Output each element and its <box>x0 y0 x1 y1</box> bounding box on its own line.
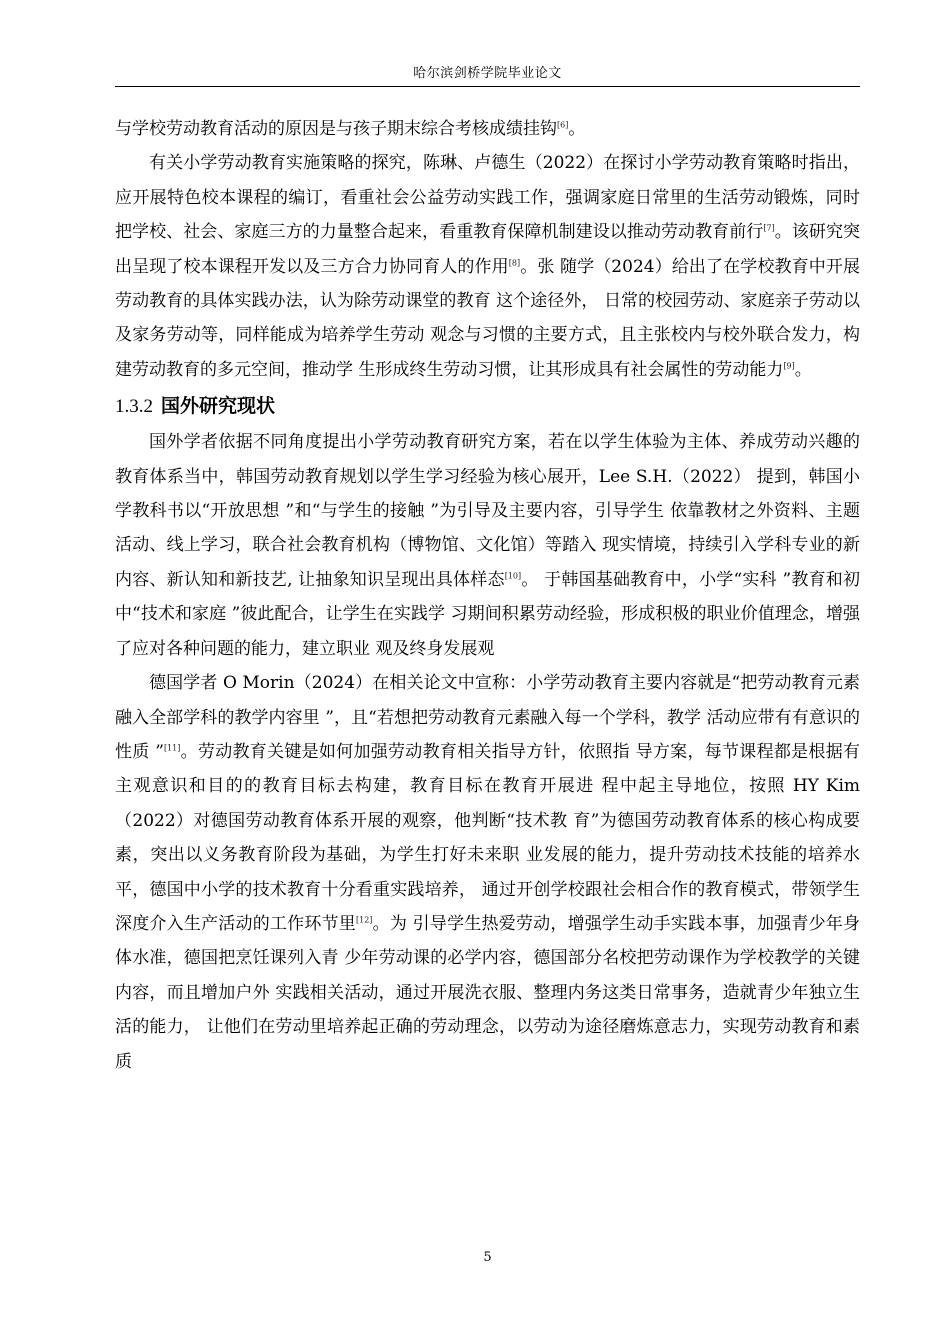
section-title: 国外研究现状 <box>161 395 276 418</box>
paragraph-text: 德国学者 O Morin（2024）在相关论文中宣称：小学劳动教育主要内容就是“把劳动教育元素融入全部学科的教学内容里 ”，且“若想把劳动教育元素融入每一个学科，教学 活动应带有有意识的性质 ” <box>115 673 860 762</box>
paragraph-text: 。 <box>568 119 586 139</box>
citation-ref[interactable]: [9] <box>783 361 795 371</box>
paragraph-korea <box>115 425 860 666</box>
running-header: 哈尔滨剑桥学院毕业论文 <box>413 66 562 81</box>
paragraph-text: 。 于韩国基础教育中，小学“实科 ”教育和初中“技术和家庭 ”彼此配合，让学生在实践学 习期间积累劳动经验，形成积极的职业价值理念，增强了应对各种问题的能力，建立职业 观及终身发展观 <box>115 569 860 659</box>
paragraph-continuation <box>115 112 860 146</box>
citation-ref[interactable]: [7] <box>763 223 775 233</box>
citation-ref[interactable]: [12] <box>356 915 373 925</box>
paragraph-text: 有关小学劳动教育实施策略的探究，陈琳、卢德生（2022）在探讨小学劳动教育策略时指出，应开展特色校本课程的编订，看重社会公益劳动实践工作，强调家庭日常里的生活劳动锻炼，同时把学校、社会、家庭三方的力量整合起来，看重教育保障机制建设以推动劳动教育前行 <box>115 153 860 243</box>
citation-ref[interactable]: [6] <box>557 120 569 130</box>
paragraph-text: 。该研究突出呈现了校本课程开发以及三方合力协同育人的作用 <box>115 222 861 277</box>
paragraph-text: 。 <box>794 359 812 380</box>
citation-ref[interactable]: [10] <box>504 571 522 581</box>
paragraph-text: 。张 随学（2024）给出了在学校教育中开展劳动教育的具体实践办法，认为除劳动课堂的教育 这个途径外， 日常的校园劳动、家庭亲子劳动以及家务劳动等，同样能成为培养学生劳动 观念与习惯的主要方式，且主张校内与校外联合发力，构建劳动教育的多元空间，推动学 生形成终生劳动习惯，让其形成具有社会属性的劳动能力 <box>115 256 860 380</box>
header-rule <box>115 86 860 87</box>
citation-ref[interactable]: [11] <box>163 743 181 753</box>
section-number: 1.3.2 <box>115 396 153 418</box>
paragraph-text: 国外学者依据不同角度提出小学劳动教育研究方案，若在以学生体验为主体、养成劳动兴趣的教育体系当中，韩国劳动教育规划以学生学习经验为核心展开，Lee S.H.（2022） 提到，韩国小学教科书以“开放思想 ”和“与学生的接触 ”为引导及主要内容，引导学生 依靠教材之外资料、主题活动、线上学习，联合社会教育机构（博物馆、文化馆）等踏入 现实情境，持续引入学科专业的新内容、新认知和新技艺, 让抽象知识呈现出具体样态 <box>115 432 860 590</box>
page-body <box>115 112 860 1079</box>
paragraph-text: 。劳动教育关键是如何加强劳动教育相关指导方针，依照指 导方案，每节课程都是根据有主观意识和目的的教育目标去构建，教育目标在教育开展进 程中起主导地位，按照 HY Kim（2022）对德国劳动教育体系开展的观察，他判断“技术教 育”为德国劳动教育体系的核心构成要素，突出以义务教育阶段为基础，为学生打好未来职 业发展的能力，提升劳动技术技能的培养水平，德国中小学的技术教育十分看重实践培养， 通过开创学校跟社会相合作的教育模式，带领学生深度介入生产活动的工作环节里 <box>115 741 860 934</box>
paragraph-text: 与学校劳动教育活动的原因是与孩子期末综合考核成绩挂钩 <box>115 119 557 139</box>
citation-ref[interactable]: [8] <box>508 257 521 267</box>
paragraph-domestic-strategies <box>115 146 860 387</box>
paragraph-text: 。为 引导学生热爱劳动，增强学生动手实践本事，加强青少年身体水准，德国把烹饪课列入青 少年劳动课的必学内容，德国部分名校把劳动课作为学校教学的关键内容，而且增加户外 实践相关活动，通过开展洗衣服、整理内务这类日常事务，造就青少年独立生活的能力， 让他们在劳动里培养起正确的劳动理念，以劳动为途径磨炼意志力，实现劳动教育和素质 <box>115 913 861 1072</box>
paragraph-germany <box>115 666 860 1079</box>
page-number: 5 <box>483 1250 492 1265</box>
section-heading <box>115 387 860 425</box>
